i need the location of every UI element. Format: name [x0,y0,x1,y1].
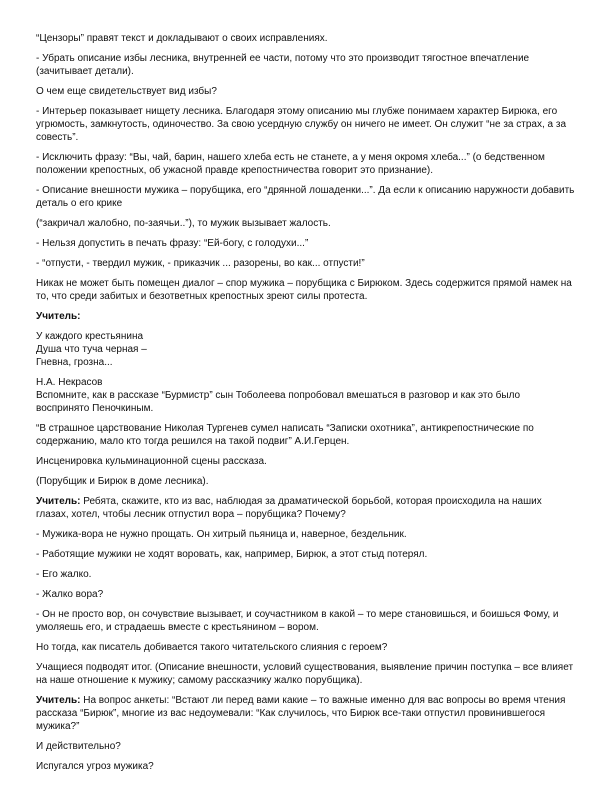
paragraph-text: - Нельзя допустить в печать фразу: “Ей-богу, с голодухи...” [36,238,309,249]
paragraph [36,608,576,634]
paragraph-text: - Исключить фразу: “Вы, чай, барин, нашего хлеба есть не станете, а у меня окромя хлеба...” (о бедственном положении крепостных, об ужасной правде крепостничества говорит это признание). [36,152,545,176]
paragraph-text: На вопрос анкеты: “Встают ли перед вами какие – то важные именно для вас вопросы во время чтения рассказа “Бирюк”, многие из вас недоумевали: “Как случилось, что Бирюк все-таки отпустил провинившегося мужика?” [36,695,566,732]
paragraph [36,105,576,144]
paragraph-text: - Он не просто вор, он сочувствие вызывает, и соучастником в какой – то мере становишься, и боишься Фому, и умоляешь его, и страдаешь вместе с крестьянином – вором. [36,609,559,633]
paragraph [36,330,576,369]
paragraph [36,277,576,303]
speaker-label: Учитель: [36,695,81,706]
paragraph [36,475,576,488]
paragraph [36,548,576,561]
paragraph-text: - “отпусти, - твердил мужик, - приказчик ... разорены, во как... отпусти!” [36,258,365,269]
paragraph [36,52,576,78]
speaker-label: Учитель: [36,496,81,507]
paragraph-text: Ребята, скажите, кто из вас, наблюдая за драматической борьбой, которая происходила на наших глазах, хотел, чтобы лесник отпустил вора – порубщика? Почему? [36,496,542,520]
paragraph [36,310,576,323]
paragraph-text: Никак не может быть помещен диалог – спор мужика – порубщика с Бирюком. Здесь содержится прямой намек на то, что среди забитых и безответных крепостных зреют силы протеста. [36,278,572,302]
paragraph [36,85,576,98]
paragraph-text: - Жалко вора? [36,589,104,600]
paragraph [36,151,576,177]
paragraph-text: Инсценировка кульминационной сцены рассказа. [36,456,267,467]
paragraph-text: - Убрать описание избы лесника, внутренней ее части, потому что это производит тягостное впечатление (зачитывает детали). [36,53,530,77]
paragraph-text: (“закричал жалобно, по-заячьи..”), то мужик вызывает жалость. [36,218,331,229]
paragraph [36,588,576,601]
paragraph [36,237,576,250]
paragraph [36,257,576,270]
paragraph-text: И действительно? [36,741,121,752]
paragraph-text: - Его жалко. [36,569,92,580]
paragraph-text: Н.А. Некрасов Вспомните, как в рассказе “Бурмистр” сын Тоболеева попробовал вмешаться в разговор и как это было воспринято Пеночкиным. [36,377,521,414]
paragraph [36,740,576,753]
paragraph-text: Учащиеся подводят итог. (Описание внешности, условий существования, выявление причин поступка – все влияет на наше отношение к мужику; самому рассказчику жалко порубщика). [36,662,574,686]
paragraph [36,422,576,448]
paragraph [36,455,576,468]
paragraph [36,760,576,773]
paragraph [36,184,576,210]
paragraph-text: Испугался угроз мужика? [36,761,154,772]
paragraph-text: “В страшное царствование Николая Тургенев сумел написать “Записки охотника”, антикрепостнические по содержанию, мало кто тогда решился на такой подвиг” А.И.Герцен. [36,423,534,447]
speaker-label: Учитель: [36,311,81,322]
paragraph-text: У каждого крестьянина Душа что туча черная – Гневна, грозна... [36,331,147,368]
paragraph [36,217,576,230]
paragraph [36,661,576,687]
paragraph-text: О чем еще свидетельствует вид избы? [36,86,217,97]
paragraph-text: - Интерьер показывает нищету лесника. Благодаря этому описанию мы глубже понимаем характер Бирюка, его угрюмость, замкнутость, одиночество. За свою усердную службу он ничего не имеет. Он служит “не за страх, а за совесть”. [36,106,567,143]
paragraph-text: (Порубщик и Бирюк в доме лесника). [36,476,209,487]
paragraph [36,495,576,521]
paragraph [36,568,576,581]
paragraph [36,376,576,415]
paragraph [36,641,576,654]
paragraph [36,694,576,733]
paragraph-text: Но тогда, как писатель добивается такого читательского слияния с героем? [36,642,388,653]
paragraph [36,32,576,45]
paragraph-text: - Работящие мужики не ходят воровать, как, например, Бирюк, а этот стыд потерял. [36,549,428,560]
paragraph [36,528,576,541]
paragraph-text: - Описание внешности мужика – порубщика, его “дрянной лошаденки...”. Да если к описанию наружности добавить деталь о его крике [36,185,575,209]
paragraph-text: “Цензоры” правят текст и докладывают о своих исправлениях. [36,33,328,44]
paragraph-text: - Мужика-вора не нужно прощать. Он хитрый пьяница и, наверное, бездельник. [36,529,407,540]
